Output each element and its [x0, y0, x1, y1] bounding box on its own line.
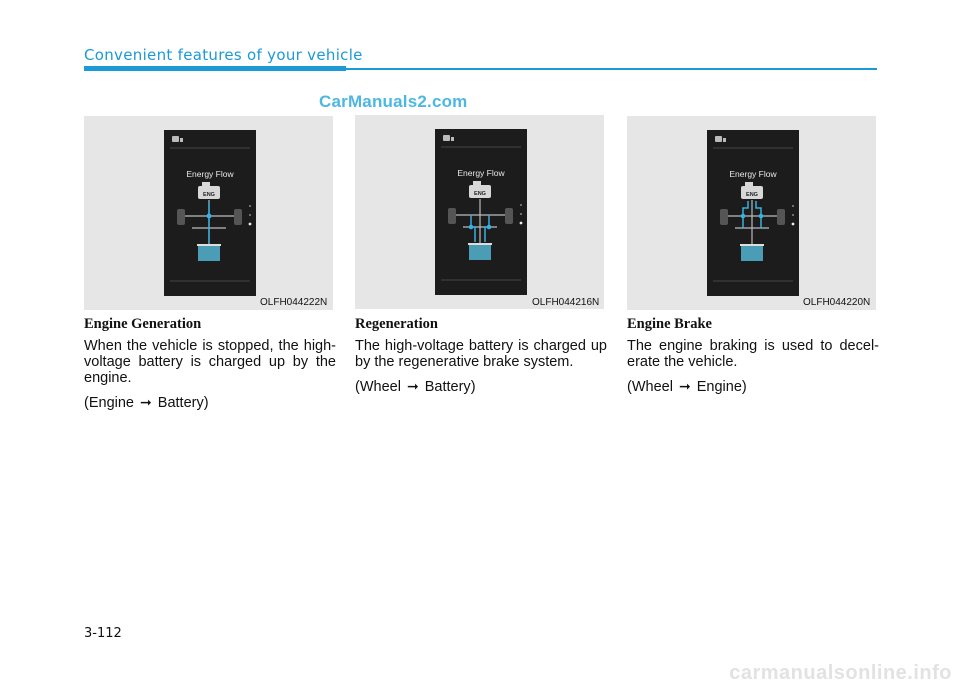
flow-arrow: [207, 202, 212, 243]
figure-engine-generation: [84, 116, 333, 310]
page-dots: [520, 204, 523, 224]
flow-description: (Wheel ➞ Engine): [627, 378, 747, 395]
figure-code: OLFH044216N: [532, 297, 600, 308]
figure-code: OLFH044220N: [803, 297, 871, 308]
watermark-top: CarManuals2.com: [319, 92, 468, 111]
screen-header-icon: [443, 135, 454, 141]
engine-icon: [198, 182, 220, 199]
page-dots: [792, 205, 795, 225]
flow-from: Wheel: [359, 379, 401, 395]
right-arrow-icon: ➞: [678, 378, 691, 394]
flow-to: Battery: [424, 379, 471, 395]
battery-icon: [197, 244, 221, 261]
figure-engine-brake: [627, 116, 876, 310]
section-engine-brake: [627, 316, 879, 395]
right-arrow-icon: ➞: [140, 394, 152, 410]
watermark-bottom: carmanualsonline.info: [729, 662, 952, 684]
engine-label: ENG: [474, 191, 486, 197]
section-body: When the vehicle is stopped, the high-voltage battery is charged up by the engine.: [84, 338, 336, 386]
energy-flow-diagram: [84, 116, 333, 310]
section-heading: Engine Brake: [627, 316, 712, 332]
section-heading: Engine Generation: [84, 316, 202, 332]
flow-to: Battery: [157, 395, 204, 411]
flow-to: Engine: [696, 379, 742, 395]
section-heading: Regeneration: [355, 316, 438, 332]
figure-regeneration: [355, 115, 604, 309]
energy-flow-diagram: [355, 115, 604, 309]
battery-icon: [468, 243, 492, 260]
header-rule-thick: [84, 66, 346, 71]
engine-icon: [741, 182, 763, 199]
flow-description: (Wheel ➞ Battery): [355, 378, 476, 395]
right-arrow-icon: ➞: [406, 378, 419, 394]
screen-title: Energy Flow: [186, 169, 234, 179]
screen-title: Energy Flow: [729, 169, 777, 179]
engine-label: ENG: [746, 192, 758, 198]
section-body: The high-voltage battery is charged up by the regenerative brake system.: [355, 338, 607, 370]
energy-flow-diagram: [627, 116, 876, 310]
section-regeneration: [355, 316, 607, 395]
section-title: Convenient features of your vehicle: [84, 46, 363, 64]
flow-from: Engine: [88, 395, 134, 411]
section-body: The engine braking is used to decel-erate the vehicle.: [627, 338, 879, 370]
header-rule-thin: [346, 68, 877, 70]
engine-label: ENG: [203, 192, 215, 198]
screen-header-icon: [715, 136, 726, 142]
page-dots: [249, 205, 252, 225]
screen-header-icon: [172, 136, 183, 142]
engine-icon: [469, 181, 491, 198]
section-engine-generation: [84, 316, 336, 411]
battery-icon: [740, 244, 764, 261]
flow-description: (Engine ➞ Battery): [84, 394, 209, 411]
figure-code: OLFH044222N: [260, 297, 328, 308]
page-number: 3-112: [84, 626, 122, 641]
flow-from: Wheel: [631, 379, 673, 395]
screen-title: Energy Flow: [457, 168, 505, 178]
